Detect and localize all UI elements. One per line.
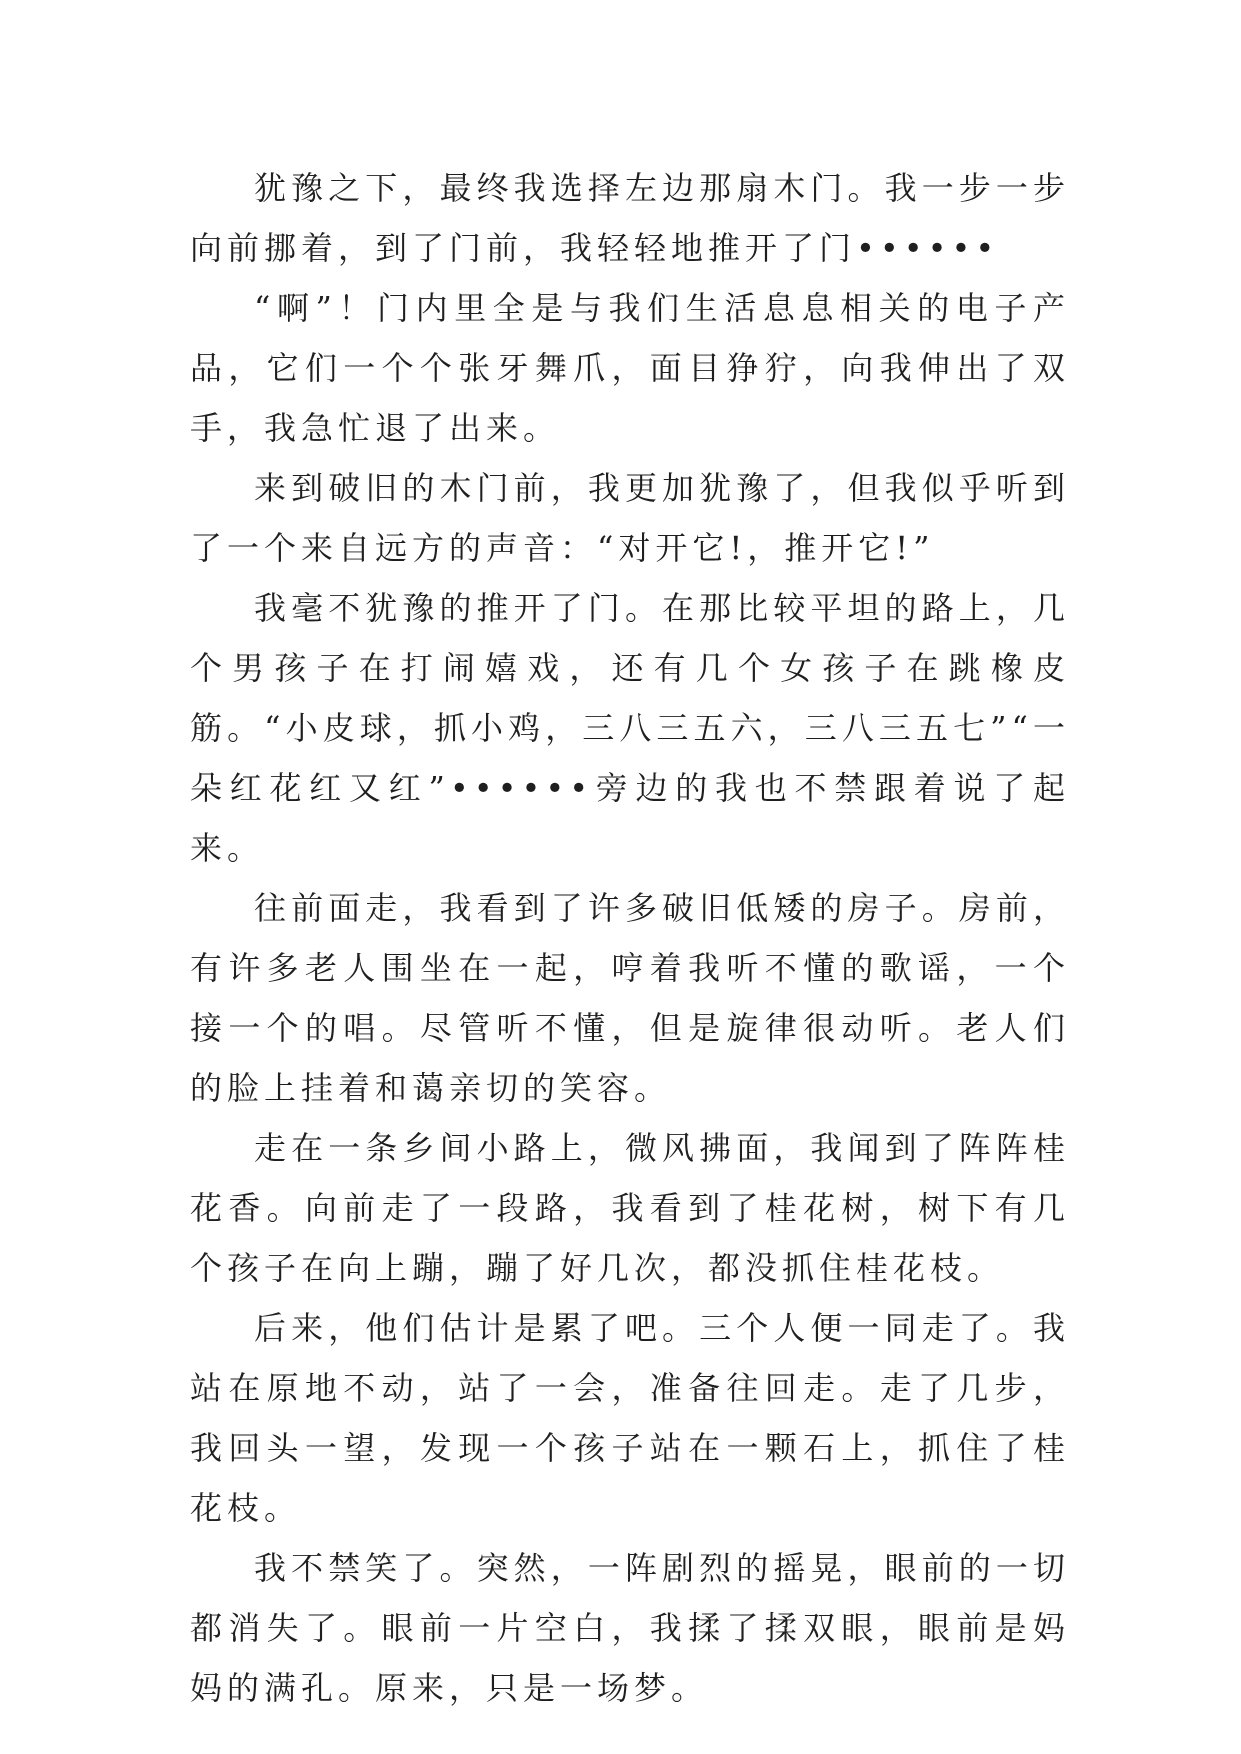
paragraph-6: 走在一条乡间小路上，微风拂面，我闻到了阵阵桂花香。向前走了一段路，我看到了桂花树，树下有几个孩子在向上蹦，蹦了好几次，都没抓住桂花枝。 [190,1129,1070,1287]
paragraph-5: 往前面走，我看到了许多破旧低矮的房子。房前，有许多老人围坐在一起，哼着我听不懂的歌谣，一个接一个的唱。尽管听不懂，但是旋律很动听。老人们的脸上挂着和蔼亲切的笑容。 [190,889,1070,1107]
paragraph-4: 我毫不犹豫的推开了门。在那比较平坦的路上，几个男孩子在打闹嬉戏，还有几个女孩子在跳橡皮筋。“小皮球，抓小鸡，三八三五六，三八三五七”“一朵红花红又红”••••••旁边的我也不禁跟着说了起来。 [190,589,1070,867]
paragraph-7: 后来，他们估计是累了吧。三个人便一同走了。我站在原地不动，站了一会，准备往回走。走了几步，我回头一望，发现一个孩子站在一颗石上，抓住了桂花枝。 [190,1309,1070,1527]
paragraph-8: 我不禁笑了。突然，一阵剧烈的摇晃，眼前的一切都消失了。眼前一片空白，我揉了揉双眼，眼前是妈妈的满孔。原来，只是一场梦。 [190,1549,1070,1707]
paragraph-3: 来到破旧的木门前，我更加犹豫了，但我似乎听到了一个来自远方的声音：“对开它!，推开它!” [190,469,1070,567]
paragraph-2: “啊”！门内里全是与我们生活息息相关的电子产品，它们一个个张牙舞爪，面目狰狞，向我伸出了双手，我急忙退了出来。 [190,289,1070,447]
document-body [190,158,1070,1718]
paragraph-1: 犹豫之下，最终我选择左边那扇木门。我一步一步向前挪着，到了门前，我轻轻地推开了门•••••• [190,169,1070,267]
